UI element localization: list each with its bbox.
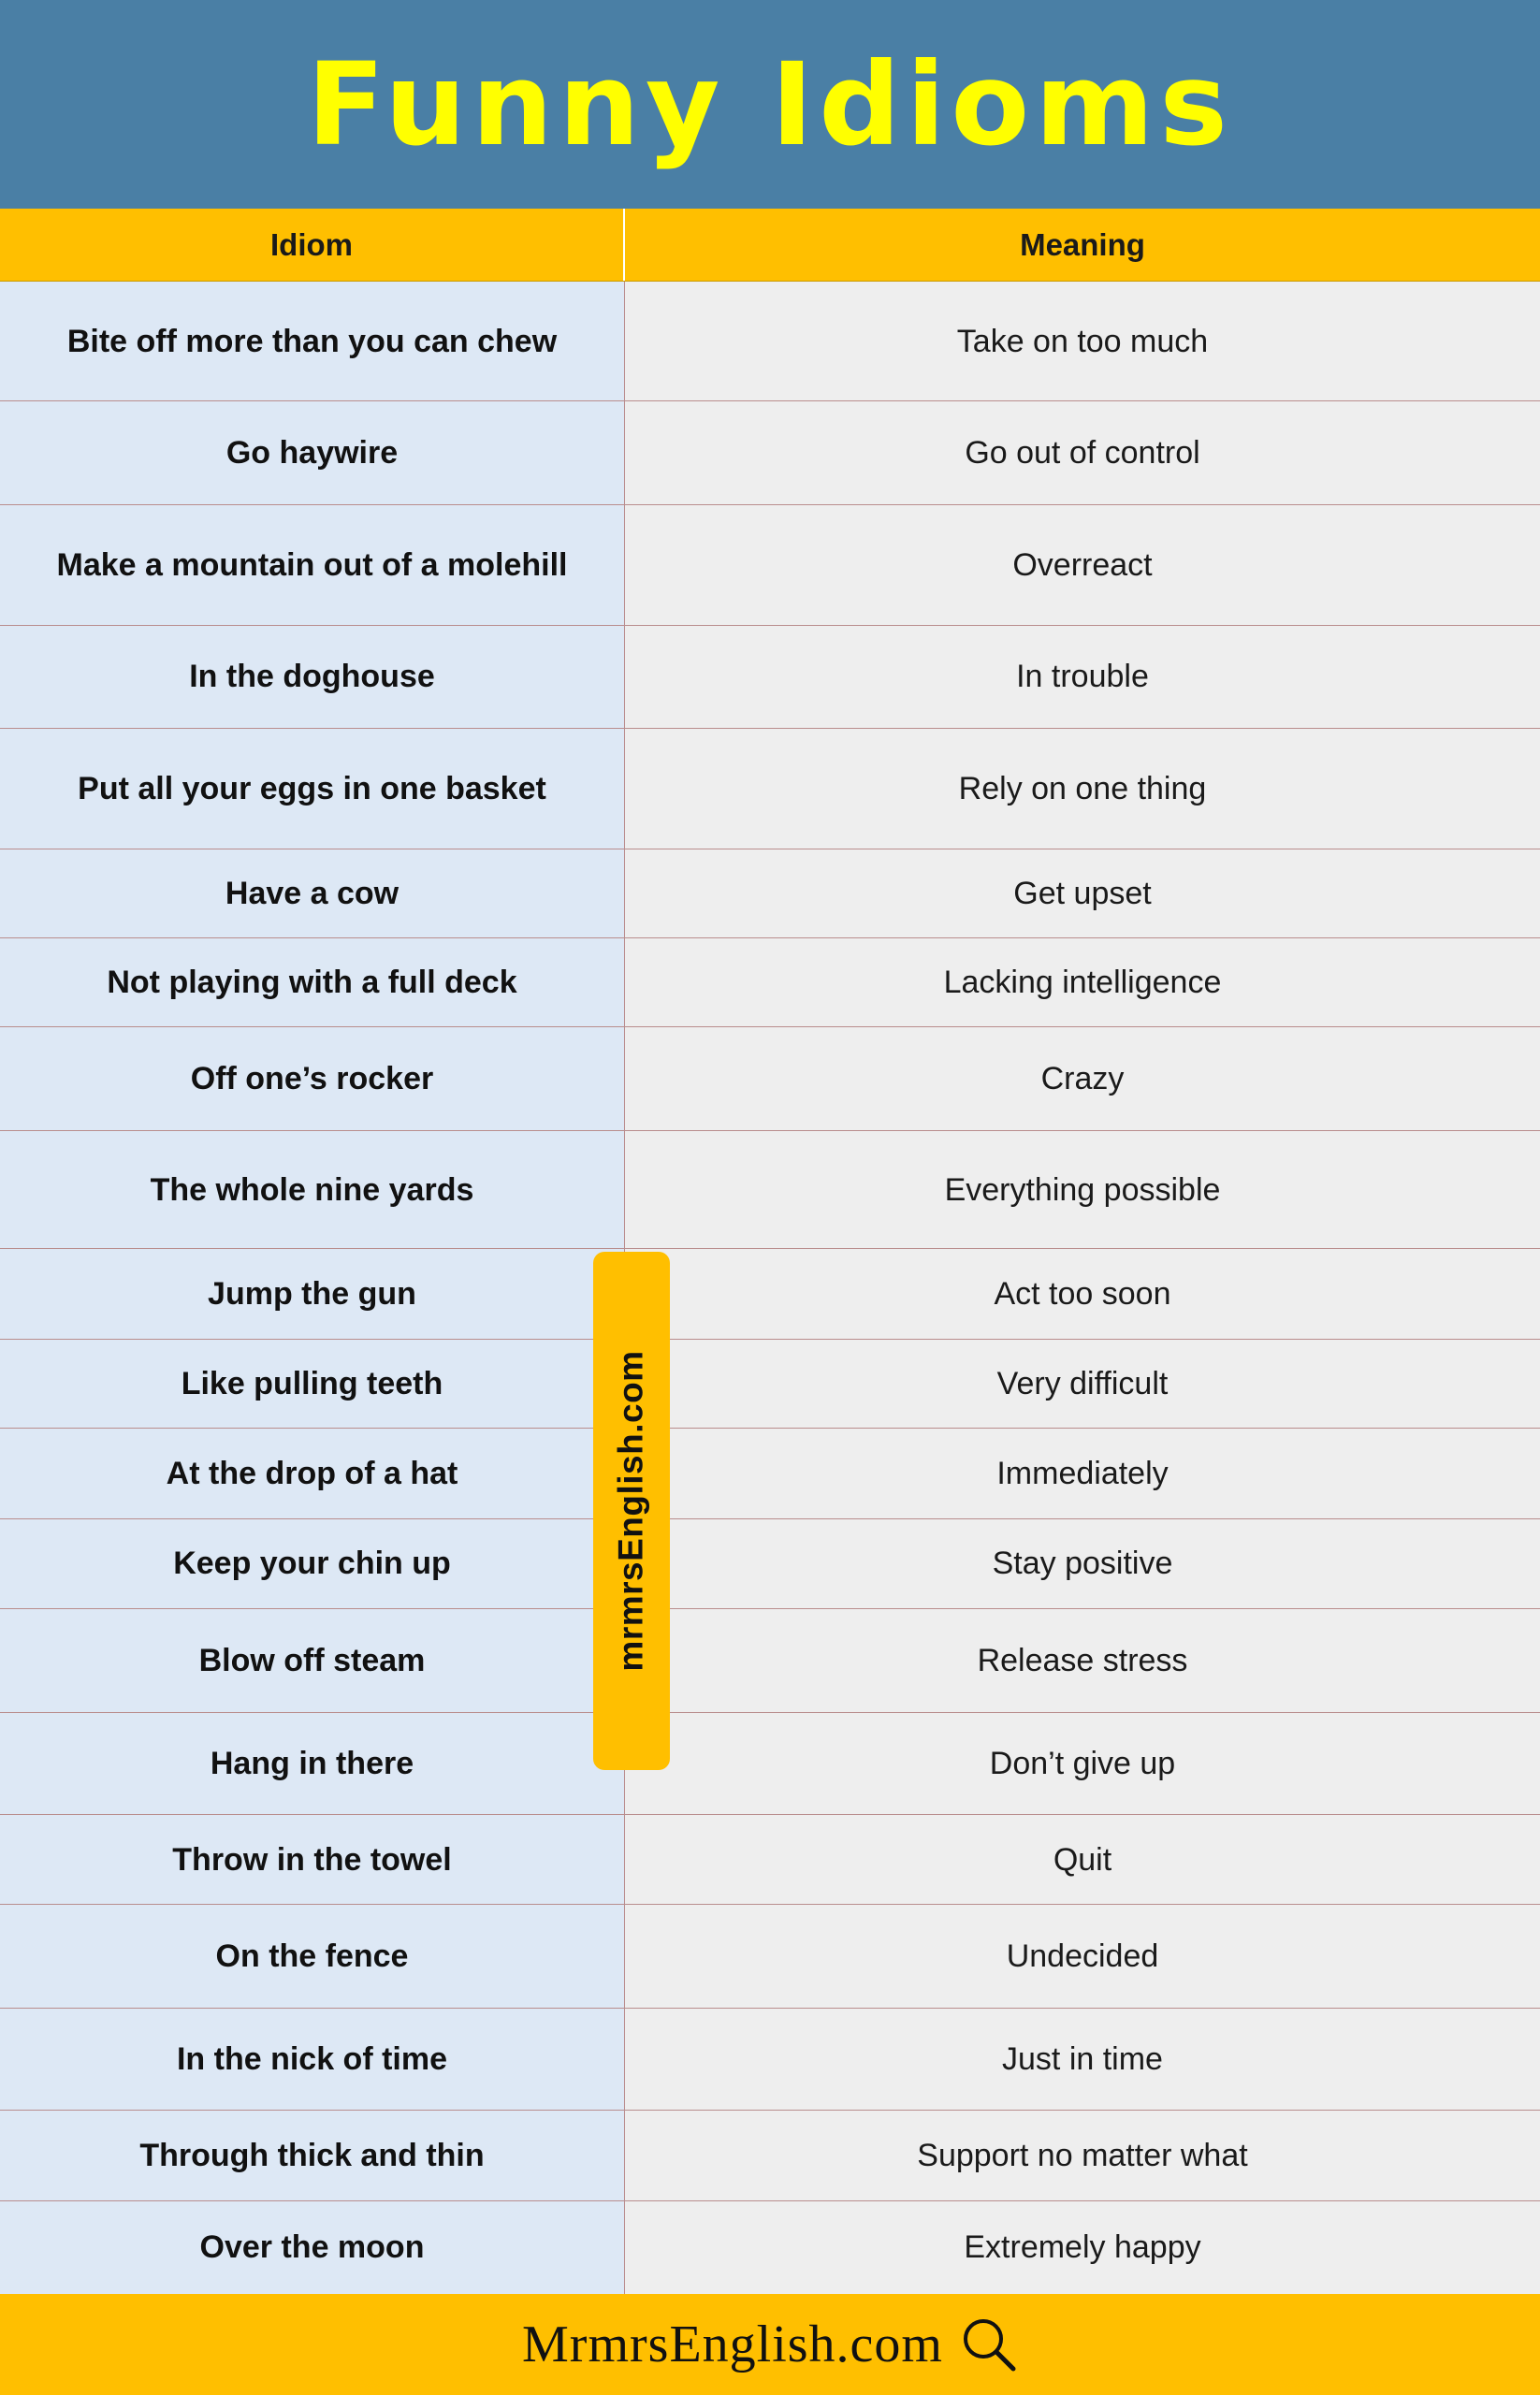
idiom-text: The whole nine yards xyxy=(0,1131,625,1248)
meaning-text: Don’t give up xyxy=(625,1713,1540,1814)
idiom-text: At the drop of a hat xyxy=(0,1429,625,1517)
table-row xyxy=(0,1815,1540,1905)
table-row xyxy=(0,1131,1540,1249)
table-row xyxy=(0,282,1540,401)
watermark-text: mrmrsEnglish.com xyxy=(612,1350,650,1672)
meaning-text: In trouble xyxy=(625,626,1540,729)
meaning-text: Quit xyxy=(625,1815,1540,1904)
idiom-text: On the fence xyxy=(0,1905,625,2008)
meaning-text: Rely on one thing xyxy=(625,729,1540,848)
idiom-text: Not playing with a full deck xyxy=(0,938,625,1026)
table-row xyxy=(0,2201,1540,2294)
idiom-text: Like pulling teeth xyxy=(0,1340,625,1428)
idioms-table-body xyxy=(0,282,1540,2294)
meaning-text: Act too soon xyxy=(625,1249,1540,1339)
meaning-text: Immediately xyxy=(625,1429,1540,1517)
watermark-tab xyxy=(593,1252,670,1770)
table-row xyxy=(0,1713,1540,1815)
idiom-text: Have a cow xyxy=(0,849,625,937)
meaning-text: Stay positive xyxy=(625,1519,1540,1608)
idiom-text: Bite off more than you can chew xyxy=(0,282,625,400)
meaning-text: Release stress xyxy=(625,1609,1540,1712)
meaning-text: Lacking intelligence xyxy=(625,938,1540,1026)
table-row xyxy=(0,1905,1540,2009)
idiom-text: Keep your chin up xyxy=(0,1519,625,1608)
table-row xyxy=(0,938,1540,1027)
meaning-text: Overreact xyxy=(625,505,1540,624)
table-row xyxy=(0,1519,1540,1609)
poster-footer xyxy=(0,2294,1540,2395)
meaning-text: Everything possible xyxy=(625,1131,1540,1248)
table-row xyxy=(0,626,1540,730)
idiom-text: Through thick and thin xyxy=(0,2111,625,2199)
poster-header xyxy=(0,0,1540,209)
idiom-text: Throw in the towel xyxy=(0,1815,625,1904)
footer-website-text: MrmrsEnglish.com xyxy=(522,2315,943,2373)
table-header-row xyxy=(0,209,1540,282)
table-row xyxy=(0,1609,1540,1713)
meaning-text: Crazy xyxy=(625,1027,1540,1130)
table-row xyxy=(0,1027,1540,1131)
idiom-text: Go haywire xyxy=(0,401,625,504)
idiom-text: In the doghouse xyxy=(0,626,625,729)
table-row xyxy=(0,729,1540,849)
table-row xyxy=(0,401,1540,505)
idiom-text: Put all your eggs in one basket xyxy=(0,729,625,848)
page-title: Funny Idioms xyxy=(307,37,1233,171)
idiom-text: Hang in there xyxy=(0,1713,625,1814)
meaning-text: Just in time xyxy=(625,2009,1540,2110)
meaning-text: Go out of control xyxy=(625,401,1540,504)
table-row xyxy=(0,505,1540,625)
column-header-idiom: Idiom xyxy=(0,209,625,281)
idiom-text: Over the moon xyxy=(0,2201,625,2294)
meaning-text: Get upset xyxy=(625,849,1540,937)
meaning-text: Take on too much xyxy=(625,282,1540,400)
meaning-text: Very difficult xyxy=(625,1340,1540,1428)
meaning-text: Undecided xyxy=(625,1905,1540,2008)
search-icon xyxy=(960,2315,1018,2373)
meaning-text: Extremely happy xyxy=(625,2201,1540,2294)
idiom-text: Off one’s rocker xyxy=(0,1027,625,1130)
idiom-text: Jump the gun xyxy=(0,1249,625,1339)
table-row xyxy=(0,2009,1540,2111)
idiom-text: Blow off steam xyxy=(0,1609,625,1712)
column-header-meaning: Meaning xyxy=(1020,226,1145,262)
idiom-text: In the nick of time xyxy=(0,2009,625,2110)
table-row xyxy=(0,1340,1540,1429)
table-row xyxy=(0,1429,1540,1518)
idiom-text: Make a mountain out of a molehill xyxy=(0,505,625,624)
table-row xyxy=(0,2111,1540,2200)
table-row xyxy=(0,1249,1540,1340)
table-row xyxy=(0,849,1540,938)
meaning-text: Support no matter what xyxy=(625,2111,1540,2199)
